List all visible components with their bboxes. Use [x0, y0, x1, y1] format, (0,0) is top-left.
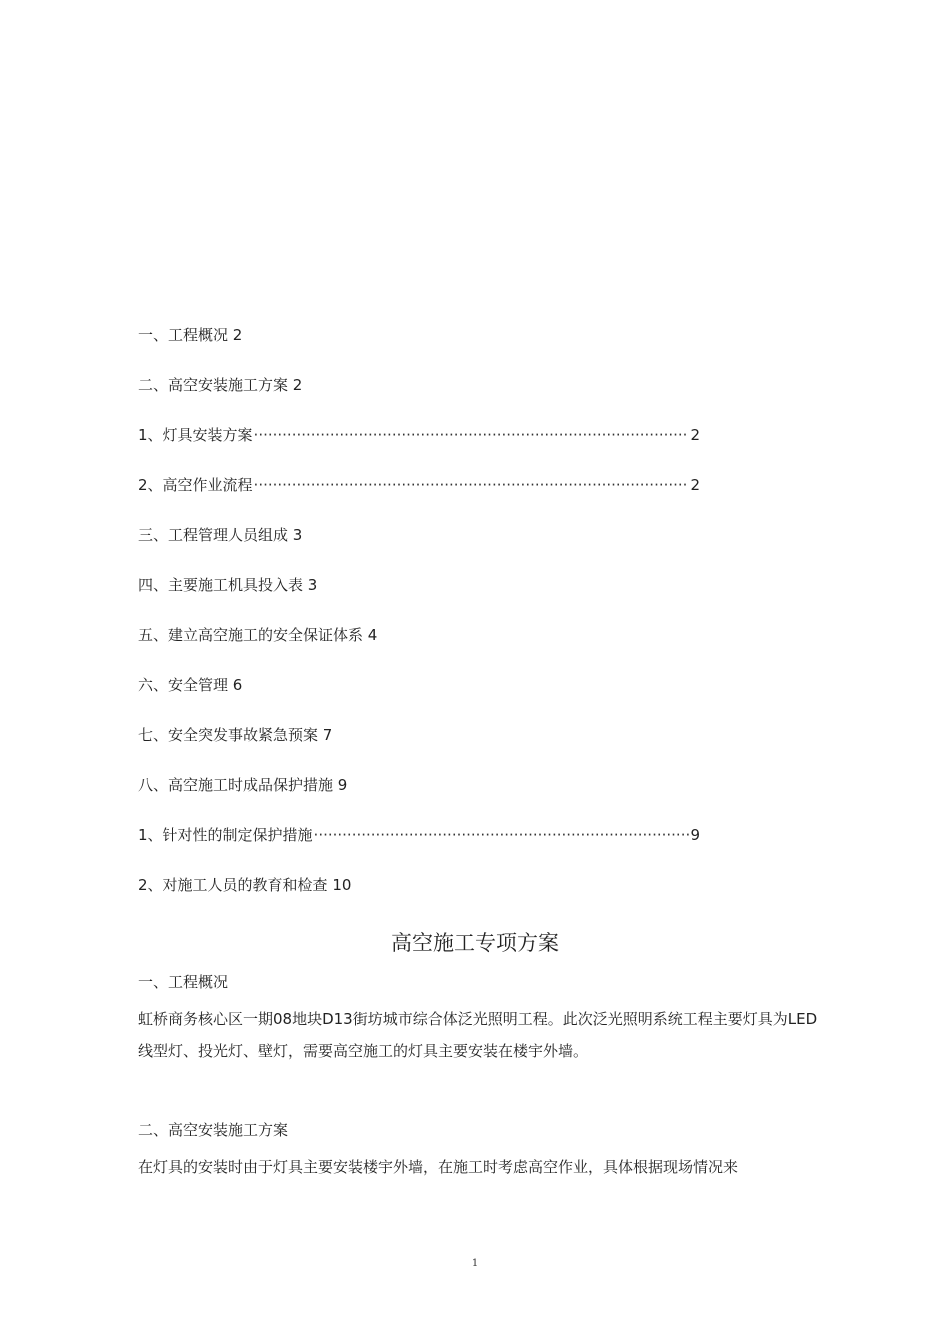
toc-entry-text: 五、建立高空施工的安全保证体系 4	[138, 626, 378, 644]
toc-entry[interactable]	[138, 825, 700, 845]
toc-entry-text: 四、主要施工机具投入表 3	[138, 576, 318, 594]
section-heading: 一、工程概况	[138, 973, 229, 991]
toc-page-number: 9	[690, 826, 700, 844]
toc-entry[interactable]	[138, 425, 700, 445]
toc-entry-text: 1、灯具安装方案	[138, 426, 253, 444]
toc-entry-text: 七、安全突发事故紧急预案 7	[138, 726, 333, 744]
toc-entry-text: 2、对施工人员的教育和检查 10	[138, 876, 352, 894]
toc-entry[interactable]	[138, 875, 351, 895]
toc-entry[interactable]	[138, 725, 332, 745]
toc-entry[interactable]	[138, 625, 377, 645]
section-paragraph: 虹桥商务核心区一期08地块D13街坊城市综合体泛光照明工程。此次泛光照明系统工程主要灯具为LED线型灯、投光灯、壁灯，需要高空施工的灯具主要安装在楼宇外墙。	[138, 1010, 818, 1060]
toc-entry[interactable]	[138, 525, 302, 545]
section-heading: 二、高空安装施工方案	[138, 1121, 289, 1139]
toc-entry[interactable]	[138, 375, 302, 395]
toc-entry[interactable]	[138, 475, 700, 495]
toc-entry[interactable]	[138, 675, 242, 695]
toc-entry[interactable]	[138, 575, 317, 595]
toc-entry-text: 二、高空安装施工方案 2	[138, 376, 303, 394]
toc-entry-text: 1、针对性的制定保护措施	[138, 826, 313, 844]
section-paragraph: 在灯具的安装时由于灯具主要安装楼宇外墙，在施工时考虑高空作业，具体根据现场情况来	[138, 1158, 739, 1176]
toc-leader-dots	[254, 475, 690, 495]
toc-entry[interactable]	[138, 775, 347, 795]
page-number: 1	[471, 1258, 479, 1269]
toc-leader-dots	[314, 825, 690, 845]
toc-entry-text: 三、工程管理人员组成 3	[138, 526, 303, 544]
document-title: 高空施工专项方案	[391, 931, 559, 955]
toc-entry-text: 2、高空作业流程	[138, 476, 253, 494]
toc-page-number: 2	[690, 426, 700, 444]
toc-leader-dots	[254, 425, 690, 445]
toc-entry-text: 六、安全管理 6	[138, 676, 243, 694]
toc-entry-text: 八、高空施工时成品保护措施 9	[138, 776, 348, 794]
toc-entry-text: 一、工程概况 2	[138, 326, 243, 344]
toc-entry[interactable]	[138, 325, 242, 345]
toc-page-number: 2	[690, 476, 700, 494]
